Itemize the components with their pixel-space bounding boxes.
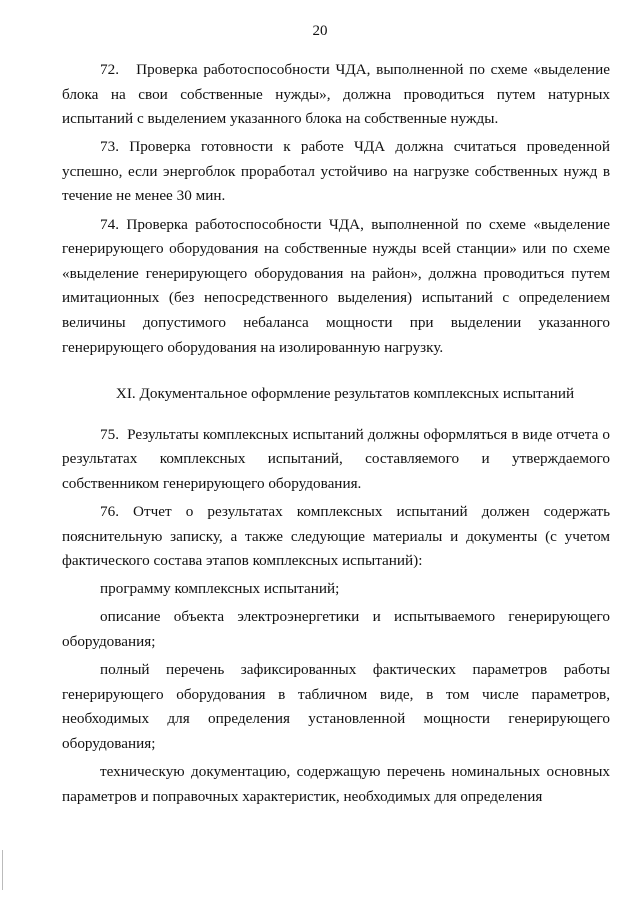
paragraph-74: 74. Проверка работоспособности ЧДА, выполненной по схеме «выделение генерирующего оборудования на собственные нужды всей станции» или по схеме «выделение генерирующего оборудования на район», должна проводиться путем имитационных (без непосредственного выделения) испытаний с определением величины допустимого небаланса мощности при выделении указанного генерирующего оборудования на изолированную нагрузку. [62, 215, 610, 356]
document-body [62, 58, 610, 813]
list-item-parameters: полный перечень зафиксированных фактических параметров работы генерирующего оборудования в табличном виде, в том числе параметров, необходимых для определения установленной мощности генерирующего оборудования; [62, 661, 610, 752]
list-item-tech-docs: техническую документацию, содержащую перечень номинальных основных параметров и поправочных характеристик, необходимых для определения [62, 762, 610, 805]
section-heading: XI. Документальное оформление результатов комплексных испытаний [115, 385, 575, 403]
paragraph-76: 76. Отчет о результатах комплексных испытаний должен содержать пояснительную записку, а также следующие материалы и документы (с учетом фактического состава этапов комплексных испытаний): [62, 503, 610, 570]
list-item-program: программу комплексных испытаний; [100, 580, 340, 598]
list-item-description: описание объекта электроэнергетики и испытываемого генерирующего оборудования; [62, 608, 610, 650]
scan-edge-mark [2, 850, 3, 890]
page-number: 20 [312, 23, 328, 39]
paragraph-72: 72. Проверка работоспособности ЧДА, выполненной по схеме «выделение блока на свои собственные нужды», должна проводиться путем натурных испытаний с выделением указанного блока на собственные нужды. [62, 61, 610, 128]
paragraph-75: 75. Результаты комплексных испытаний должны оформляться в виде отчета о результатах комплексных испытаний, составляемого и утверждаемого собственником генерирующего оборудования. [62, 425, 610, 492]
paragraph-73: 73. Проверка готовности к работе ЧДА должна считаться проведенной успешно, если энергоблок проработал устойчиво на нагрузке собственных нужд в течение не менее 30 мин. [62, 138, 610, 205]
